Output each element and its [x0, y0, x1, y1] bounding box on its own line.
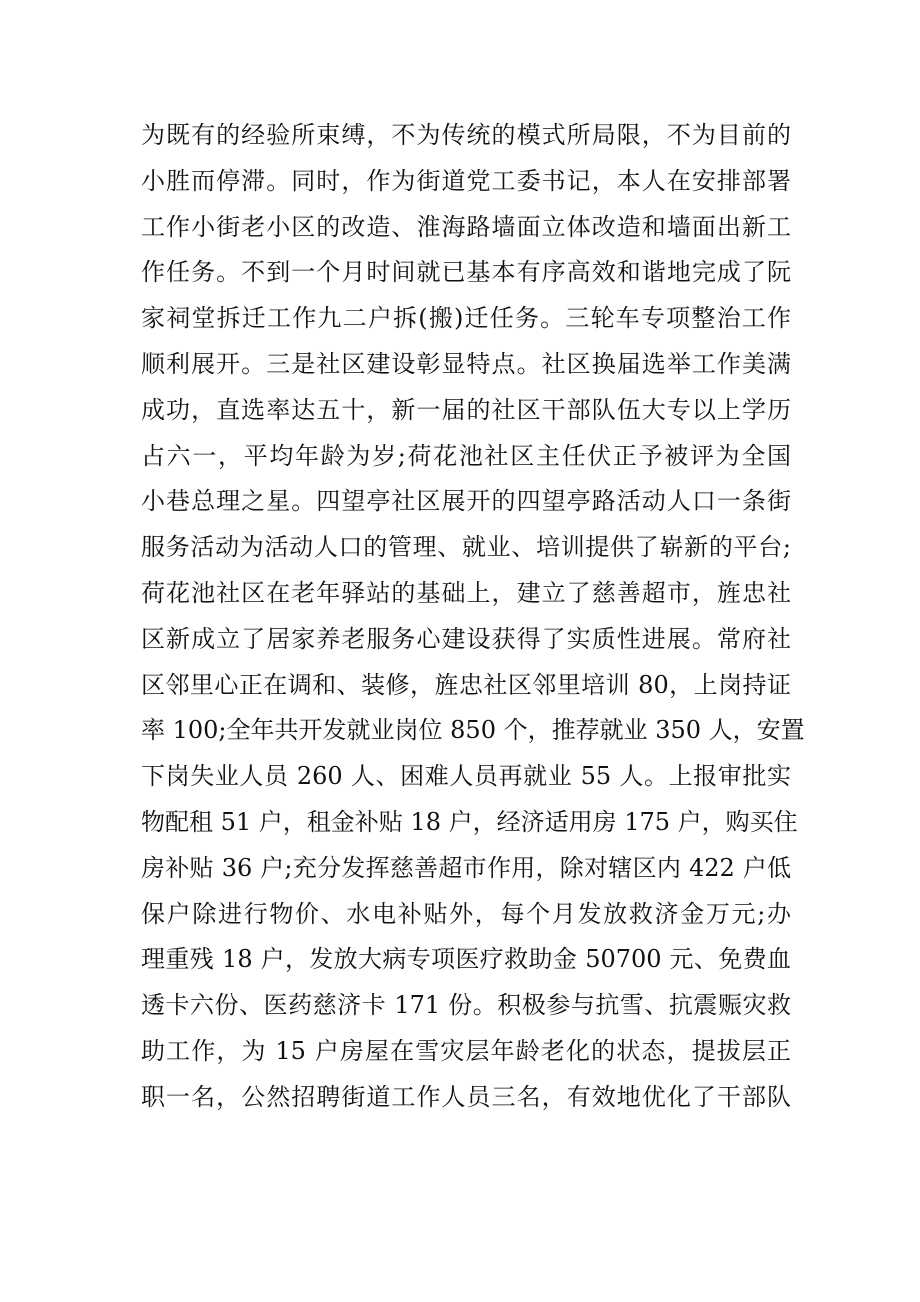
text-line: 区邻里心正在调和、装修，旌忠社区邻里培训 80，上岗持证 — [141, 670, 791, 699]
text-line: 工作小街老小区的改造、淮海路墙面立体改造和墙面出新工 — [141, 212, 791, 241]
body-text — [141, 113, 805, 1121]
text-line: 理重残 18 户，发放大病专项医疗救助金 50700 元、免费血 — [141, 945, 791, 974]
text-line: 助工作，为 15 户房屋在雪灾层年龄老化的状态，提拔层正 — [141, 1036, 791, 1065]
text-line: 占六一，平均年龄为岁;荷花池社区主任伏正予被评为全国 — [141, 441, 791, 470]
text-line: 物配租 51 户，租金补贴 18 户，经济适用房 175 户，购买住 — [141, 807, 798, 836]
text-line: 小胜而停滞。同时，作为街道党工委书记，本人在安排部署 — [141, 166, 791, 195]
text-line: 小巷总理之星。四望亭社区展开的四望亭路活动人口一条街 — [141, 487, 791, 516]
text-line: 保户除进行物价、水电补贴外，每个月发放救济金万元;办 — [141, 899, 791, 928]
text-line: 作任务。不到一个月时间就已基本有序高效和谐地完成了阮 — [141, 258, 791, 287]
text-line: 顺利展开。三是社区建设彰显特点。社区换届选举工作美满 — [141, 349, 791, 378]
text-line: 房补贴 36 户;充分发挥慈善超市作用，除对辖区内 422 户低 — [141, 853, 791, 882]
text-line: 职一名，公然招聘街道工作人员三名，有效地优化了干部队 — [141, 1082, 791, 1111]
text-line: 荷花池社区在老年驿站的基础上，建立了慈善超市，旌忠社 — [141, 578, 791, 607]
text-line: 区新成立了居家养老服务心建设获得了实质性进展。常府社 — [141, 624, 791, 653]
text-line: 为既有的经验所束缚，不为传统的模式所局限，不为目前的 — [141, 121, 791, 149]
text-line: 下岗失业人员 260 人、困难人员再就业 55 人。上报审批实 — [141, 762, 791, 791]
text-line: 率 100;全年共开发就业岗位 850 个，推荐就业 350 人，安置 — [141, 716, 805, 745]
text-line: 服务活动为活动人口的管理、就业、培训提供了崭新的平台; — [141, 533, 791, 562]
text-line: 成功，直选率达五十，新一届的社区干部队伍大专以上学历 — [141, 395, 791, 424]
text-line: 家祠堂拆迁工作九二户拆(搬)迁任务。三轮车专项整治工作 — [141, 304, 791, 333]
text-line: 透卡六份、医药慈济卡 171 份。积极参与抗雪、抗震赈灾救 — [141, 991, 791, 1020]
